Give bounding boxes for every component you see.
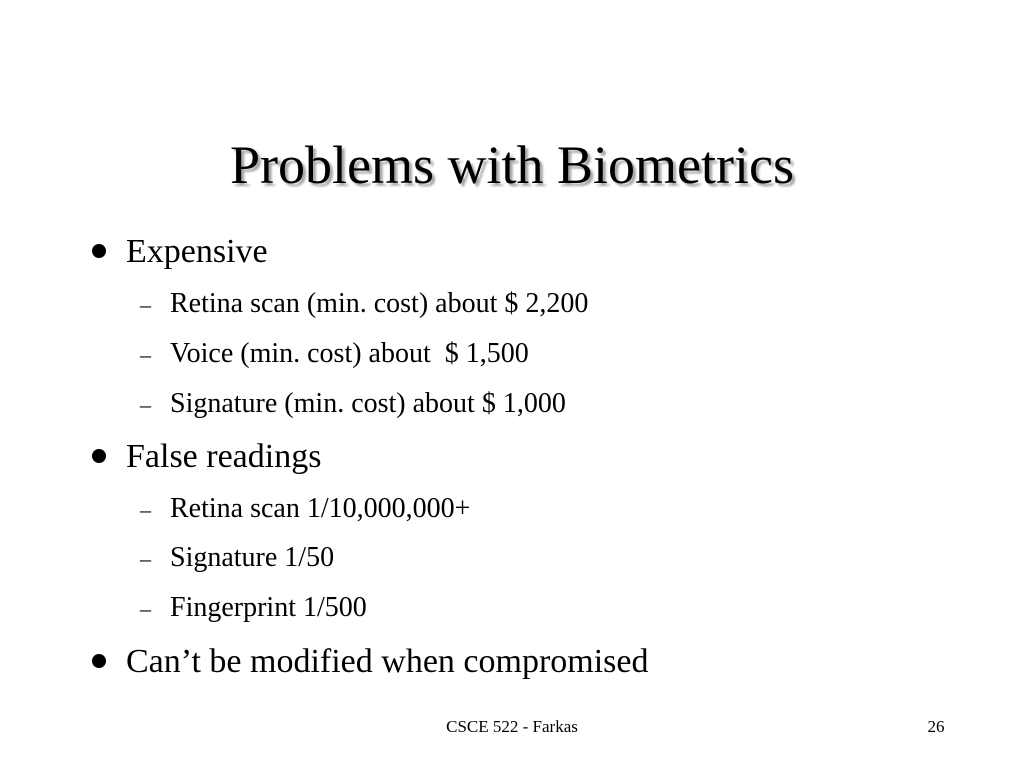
bullet-dot-icon xyxy=(92,654,106,668)
dash-icon: – xyxy=(140,596,151,621)
sub-bullet-item xyxy=(140,387,566,422)
slide-number: 26 xyxy=(927,717,945,736)
bullet-text: Can’t be modified when compromised xyxy=(126,643,649,680)
sub-bullet-text: Signature (min. cost) about $ 1,000 xyxy=(170,388,566,419)
sub-bullet-text: Voice (min. cost) about $ 1,500 xyxy=(170,338,529,369)
sub-bullet-item xyxy=(140,541,334,576)
bullet-item xyxy=(92,232,268,272)
bullet-text: False readings xyxy=(126,438,322,475)
sub-bullet-text: Fingerprint 1/500 xyxy=(170,592,367,623)
sub-bullet-item xyxy=(140,492,470,527)
bullet-dot-icon xyxy=(92,244,106,258)
sub-bullet-text: Retina scan 1/10,000,000+ xyxy=(170,493,471,524)
bullet-dot-icon xyxy=(92,449,106,463)
footer-course: CSCE 522 - Farkas xyxy=(446,717,578,736)
sub-bullet-item xyxy=(140,337,529,372)
sub-bullet-item xyxy=(140,287,588,322)
slide-title: Problems with Biometrics xyxy=(230,135,794,195)
sub-bullet-text: Signature 1/50 xyxy=(170,542,335,573)
dash-icon: – xyxy=(140,497,151,522)
sub-bullet-item xyxy=(140,591,367,626)
bullet-text: Expensive xyxy=(126,233,268,270)
sub-bullet-text: Retina scan (min. cost) about $ 2,200 xyxy=(170,288,589,319)
dash-icon: – xyxy=(140,546,151,571)
dash-icon: – xyxy=(140,392,151,417)
bullet-item xyxy=(92,642,648,682)
dash-icon: – xyxy=(140,342,151,367)
bullet-item xyxy=(92,437,321,477)
dash-icon: – xyxy=(140,292,151,317)
